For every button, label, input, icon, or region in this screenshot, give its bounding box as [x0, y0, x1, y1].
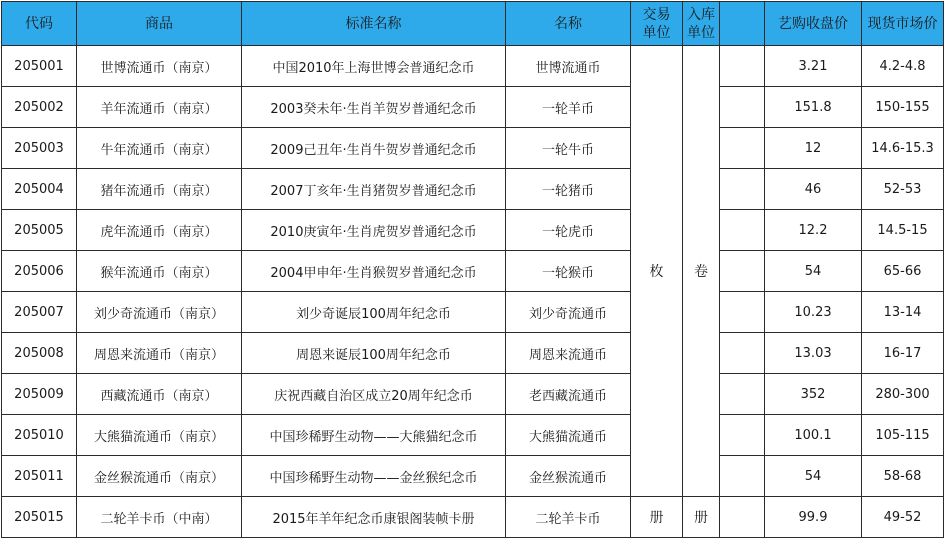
empty-cell: [720, 128, 765, 169]
price-table: [1, 1, 944, 538]
header-product[interactable]: 商品: [77, 2, 242, 46]
spot-price-cell: 13-14: [862, 292, 944, 333]
code-cell: 205005: [2, 210, 77, 251]
standard-name-cell: 刘少奇诞辰100周年纪念币: [242, 292, 506, 333]
code-cell: 205007: [2, 292, 77, 333]
spot-price-cell: 14.5-15: [862, 210, 944, 251]
code-cell: 205003: [2, 128, 77, 169]
table-row: [2, 292, 944, 333]
code-cell: 205006: [2, 251, 77, 292]
standard-name-cell: 庆祝西藏自治区成立20周年纪念币: [242, 374, 506, 415]
product-cell: 大熊猫流通币（南京）: [77, 415, 242, 456]
name-cell: 二轮羊卡币: [506, 497, 631, 538]
standard-name-cell: 周恩来诞辰100周年纪念币: [242, 333, 506, 374]
standard-name-cell: 中国2010年上海世博会普通纪念币: [242, 46, 506, 87]
product-cell: 二轮羊卡币（中南）: [77, 497, 242, 538]
header-buy-price[interactable]: 艺购收盘价: [765, 2, 862, 46]
buy-price-cell: 3.21: [765, 46, 862, 87]
table-row: [2, 251, 944, 292]
product-cell: 虎年流通币（南京）: [77, 210, 242, 251]
table-row: [2, 169, 944, 210]
header-storage-unit-line1: 入库: [687, 6, 715, 23]
spot-price-cell: 150-155: [862, 87, 944, 128]
table-row: [2, 46, 944, 87]
product-cell: 猴年流通币（南京）: [77, 251, 242, 292]
table-row: [2, 415, 944, 456]
buy-price-cell: 54: [765, 251, 862, 292]
code-cell: 205010: [2, 415, 77, 456]
table-row: [2, 456, 944, 497]
name-cell: 刘少奇流通币: [506, 292, 631, 333]
buy-price-cell: 352: [765, 374, 862, 415]
header-trade-unit-line1: 交易: [642, 6, 671, 23]
spot-price-cell: 14.6-15.3: [862, 128, 944, 169]
buy-price-cell: 100.1: [765, 415, 862, 456]
product-cell: 周恩来流通币（南京）: [77, 333, 242, 374]
header-row: [2, 2, 944, 46]
code-cell: 205002: [2, 87, 77, 128]
header-storage-unit[interactable]: [683, 2, 720, 46]
product-cell: 刘少奇流通币（南京）: [77, 292, 242, 333]
standard-name-cell: 中国珍稀野生动物——金丝猴纪念币: [242, 456, 506, 497]
buy-price-cell: 12: [765, 128, 862, 169]
name-cell: 一轮羊币: [506, 87, 631, 128]
header-standard-name[interactable]: 标准名称: [242, 2, 506, 46]
code-cell: 205004: [2, 169, 77, 210]
table-row: [2, 210, 944, 251]
empty-cell: [720, 415, 765, 456]
empty-cell: [720, 251, 765, 292]
empty-cell: [720, 46, 765, 87]
product-cell: 金丝猴流通币（南京）: [77, 456, 242, 497]
buy-price-cell: 46: [765, 169, 862, 210]
empty-cell: [720, 169, 765, 210]
header-trade-unit-line2: 单位: [642, 24, 671, 41]
table-row: [2, 87, 944, 128]
name-cell: 一轮牛币: [506, 128, 631, 169]
empty-cell: [720, 292, 765, 333]
storage-unit-cell: 卷: [683, 46, 720, 497]
table-row: [2, 333, 944, 374]
name-cell: 大熊猫流通币: [506, 415, 631, 456]
name-cell: 一轮猴币: [506, 251, 631, 292]
standard-name-cell: 2007丁亥年·生肖猪贺岁普通纪念币: [242, 169, 506, 210]
buy-price-cell: 13.03: [765, 333, 862, 374]
product-cell: 羊年流通币（南京）: [77, 87, 242, 128]
empty-cell: [720, 210, 765, 251]
header-code[interactable]: 代码: [2, 2, 77, 46]
header-spot-price[interactable]: 现货市场价: [862, 2, 944, 46]
name-cell: 世博流通币: [506, 46, 631, 87]
spot-price-cell: 105-115: [862, 415, 944, 456]
buy-price-cell: 10.23: [765, 292, 862, 333]
header-trade-unit[interactable]: [631, 2, 683, 46]
empty-cell: [720, 333, 765, 374]
storage-unit-cell: 册: [683, 497, 720, 538]
code-cell: 205011: [2, 456, 77, 497]
table-row: [2, 374, 944, 415]
table-row: [2, 128, 944, 169]
table-row: [2, 497, 944, 538]
header-spacer: [720, 2, 765, 46]
empty-cell: [720, 497, 765, 538]
code-cell: 205001: [2, 46, 77, 87]
standard-name-cell: 2009己丑年·生肖牛贺岁普通纪念币: [242, 128, 506, 169]
header-name[interactable]: 名称: [506, 2, 631, 46]
empty-cell: [720, 374, 765, 415]
product-cell: 世博流通币（南京）: [77, 46, 242, 87]
standard-name-cell: 2003癸未年·生肖羊贺岁普通纪念币: [242, 87, 506, 128]
empty-cell: [720, 87, 765, 128]
spot-price-cell: 58-68: [862, 456, 944, 497]
product-cell: 牛年流通币（南京）: [77, 128, 242, 169]
name-cell: 金丝猴流通币: [506, 456, 631, 497]
standard-name-cell: 2015年羊年纪念币康银阁装帧卡册: [242, 497, 506, 538]
product-cell: 西藏流通币（南京）: [77, 374, 242, 415]
spot-price-cell: 52-53: [862, 169, 944, 210]
trade-unit-cell: 册: [631, 497, 683, 538]
trade-unit-cell: 枚: [631, 46, 683, 497]
standard-name-cell: 2010庚寅年·生肖虎贺岁普通纪念币: [242, 210, 506, 251]
standard-name-cell: 2004甲申年·生肖猴贺岁普通纪念币: [242, 251, 506, 292]
buy-price-cell: 12.2: [765, 210, 862, 251]
spot-price-cell: 280-300: [862, 374, 944, 415]
buy-price-cell: 99.9: [765, 497, 862, 538]
spot-price-cell: 16-17: [862, 333, 944, 374]
header-storage-unit-line2: 单位: [687, 24, 715, 41]
name-cell: 周恩来流通币: [506, 333, 631, 374]
spot-price-cell: 49-52: [862, 497, 944, 538]
product-cell: 猪年流通币（南京）: [77, 169, 242, 210]
code-cell: 205008: [2, 333, 77, 374]
buy-price-cell: 151.8: [765, 87, 862, 128]
spot-price-cell: 4.2-4.8: [862, 46, 944, 87]
empty-cell: [720, 456, 765, 497]
code-cell: 205015: [2, 497, 77, 538]
name-cell: 老西藏流通币: [506, 374, 631, 415]
name-cell: 一轮猪币: [506, 169, 631, 210]
name-cell: 一轮虎币: [506, 210, 631, 251]
standard-name-cell: 中国珍稀野生动物——大熊猫纪念币: [242, 415, 506, 456]
buy-price-cell: 54: [765, 456, 862, 497]
code-cell: 205009: [2, 374, 77, 415]
spot-price-cell: 65-66: [862, 251, 944, 292]
